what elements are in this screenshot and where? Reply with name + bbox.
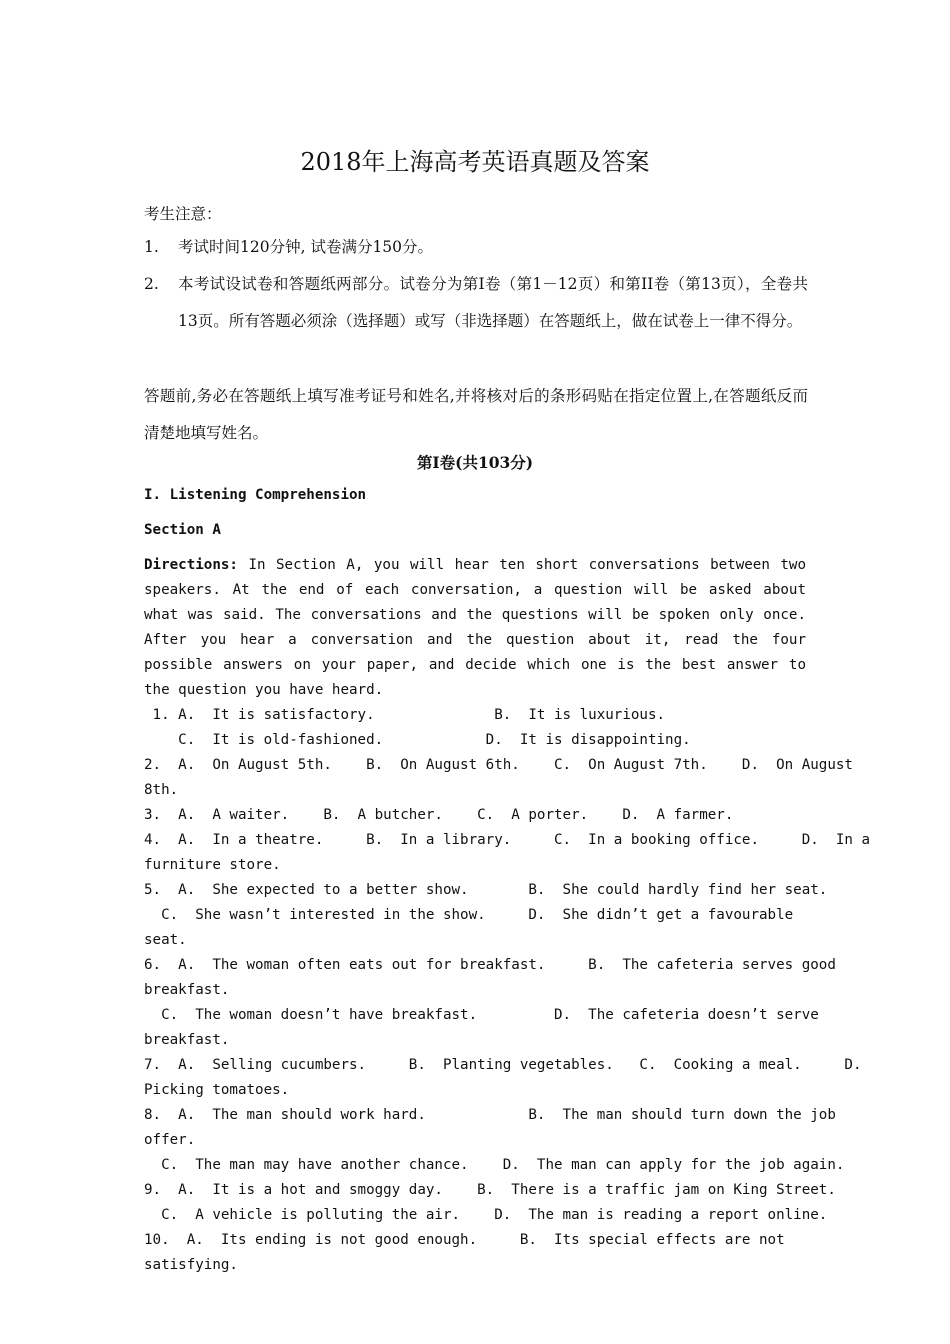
question-line: C. She wasn’t interested in the show. D. She didn’t get a favourable (144, 907, 794, 923)
question-line: C. A vehicle is polluting the air. D. The man is reading a report online. (144, 1207, 828, 1223)
note-text: 本考试设试卷和答题纸两部分。试卷分为第I卷（第1－12页）和第II卷（第13页），全卷共13页。所有答题必须涂（选择题）或写（非选择题）在答题纸上，做在试卷上一律不得分。 (178, 275, 808, 330)
directions-text: In Section A, you will hear ten short conversations between two speakers. At the end of each conversation, a question will be asked about what was said. The conversations and the questions will be spoken only once. After you hear a conversation and the question about it, read the four possible answers on your paper, and decide which one is the best answer to the question you have heard. (144, 557, 806, 698)
question-line: 1. A. It is satisfactory. B. It is luxurious. (144, 707, 666, 723)
question-line: 10. A. Its ending is not good enough. B. Its special effects are not (144, 1232, 785, 1248)
question-line: breakfast. (144, 1032, 230, 1048)
question-list (144, 703, 871, 1278)
question-5 (144, 878, 828, 953)
question-line: furniture store. (144, 857, 281, 873)
note-text: 考试时间120分钟, 试卷满分150分。 (178, 238, 434, 256)
question-line: seat. (144, 932, 187, 948)
directions-label: Directions: (144, 557, 238, 573)
question-1 (144, 703, 806, 753)
part-heading: I. Listening Comprehension (144, 487, 367, 503)
note-number: 2. (144, 275, 159, 293)
question-9 (144, 1178, 836, 1228)
notes-heading: 考生注意： (144, 205, 222, 223)
question-line: offer. (144, 1132, 196, 1148)
question-line: 3. A. A waiter. B. A butcher. C. A porter. D. A farmer. (144, 807, 734, 823)
question-line: Picking tomatoes. (144, 1082, 290, 1098)
question-8 (144, 1103, 845, 1178)
question-line: C. The woman doesn’t have breakfast. D. The cafeteria doesn’t serve (144, 1007, 819, 1023)
question-6 (144, 953, 836, 1053)
question-line: breakfast. (144, 982, 230, 998)
question-line: 8th. (144, 782, 179, 798)
volume-heading: 第I卷(共103分) (416, 453, 534, 472)
question-line: 9. A. It is a hot and smoggy day. B. There is a traffic jam on King Street. (144, 1182, 836, 1198)
question-4 (144, 828, 871, 878)
before-answer-note: 答题前,务必在答题纸上填写准考证号和姓名,并将核对后的条形码贴在指定位置上,在答题纸反而清楚地填写姓名。 (144, 387, 808, 442)
question-line: satisfying. (144, 1257, 238, 1273)
question-line: 4. A. In a theatre. B. In a library. C. In a booking office. D. In a (144, 832, 871, 848)
question-10 (144, 1228, 806, 1278)
section-heading: Section A (144, 522, 221, 538)
question-7 (144, 1053, 862, 1103)
page-title: 2018年上海高考英语真题及答案 (300, 148, 650, 176)
question-line: 6. A. The woman often eats out for breakfast. B. The cafeteria serves good (144, 957, 836, 973)
directions (144, 553, 806, 703)
question-line: 5. A. She expected to a better show. B. She could hardly find her seat. (144, 882, 828, 898)
question-line: C. It is old-fashioned. D. It is disappointing. (144, 732, 691, 748)
question-3 (144, 803, 806, 828)
question-2 (144, 753, 853, 803)
question-line: 7. A. Selling cucumbers. B. Planting vegetables. C. Cooking a meal. D. (144, 1057, 862, 1073)
question-line: C. The man may have another chance. D. The man can apply for the job again. (144, 1157, 845, 1173)
question-line: 8. A. The man should work hard. B. The man should turn down the job (144, 1107, 836, 1123)
question-line: 2. A. On August 5th. B. On August 6th. C. On August 7th. D. On August (144, 757, 853, 773)
note-number: 1. (144, 238, 159, 256)
